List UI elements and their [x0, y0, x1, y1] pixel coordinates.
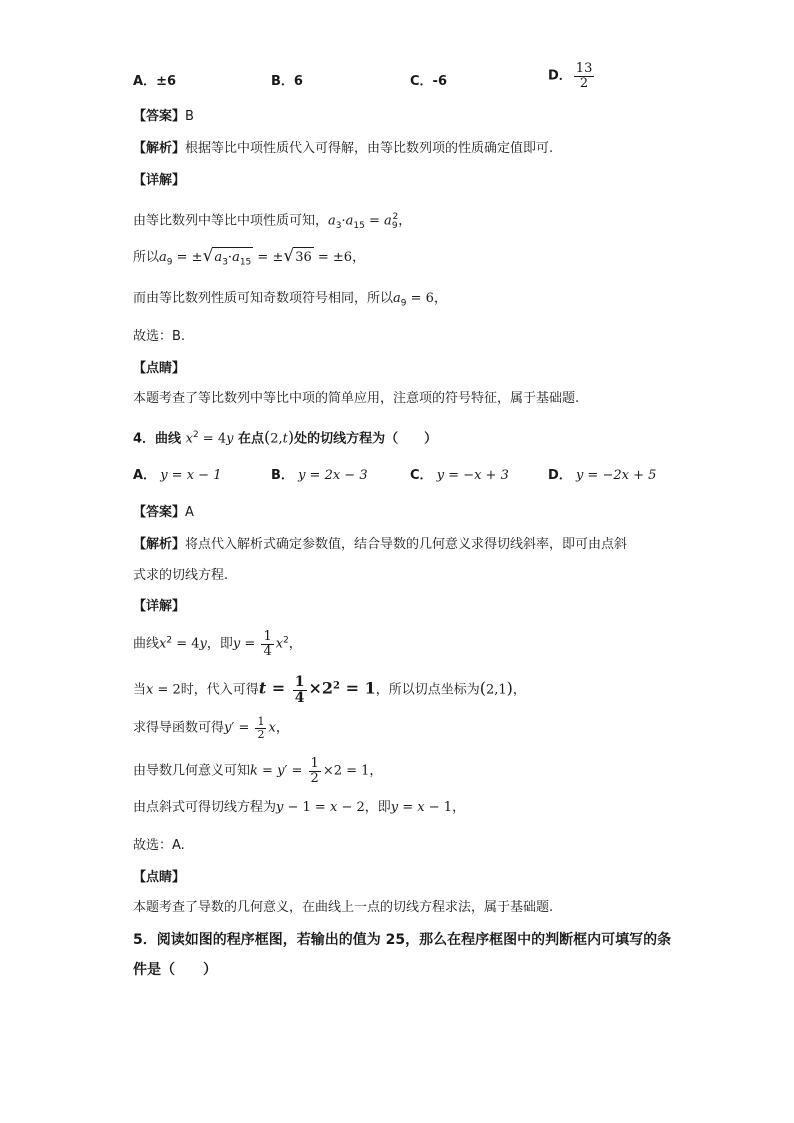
q4-answer: 【答案】A — [133, 505, 194, 520]
q5-stem-line-1: 5．阅读如图的程序框图，若输出的值为 25，那么在程序框图中的判断框内可填写的条 — [133, 932, 672, 948]
q4-analysis-1: 【解析】将点代入解析式确定参数值，结合导数的几何意义求得切线斜率，即可由点斜 — [133, 537, 628, 552]
q3-detail-line-1: 由等比数列中等比中项性质可知，$a_3\cdot a_{15} = a_9^2$， — [133, 212, 412, 231]
fraction: $\frac{13}{2}$ — [575, 61, 593, 91]
q3-comment-tag: 【点睛】 — [133, 361, 186, 376]
q5-stem-line-2: 件是（ ） — [133, 962, 217, 978]
q3-detail-line-3: 而由等比数列性质可知奇数项符号相同，所以$a_9 = 6$， — [133, 291, 447, 309]
q3-option-c: C．-6 — [410, 74, 447, 89]
q4-option-b: B． y = 2x − 3 — [271, 468, 368, 483]
q3-answer: 【答案】B — [133, 109, 194, 124]
q4-detail-line-3: 求得导函数可得y′ = $\frac{1}{2}$ x， — [133, 715, 289, 741]
q4-choose: 故选：A. — [133, 838, 185, 853]
q4-option-d: D． y = −2x + 5 — [548, 468, 657, 483]
q4-option-c: C． y = −x + 3 — [410, 468, 509, 483]
q4-detail-line-2: 当x = 2时，代入可得t = $\frac{1}{4}$ $\times 2^2 = 1$，所以切点坐标为(2,1)， — [133, 674, 526, 706]
q4-comment-tag: 【点睛】 — [133, 870, 186, 885]
q4-detail-line-4: 由导数几何意义可知k = y′ = $\frac{1}{2}$ ×2 = 1， — [133, 756, 383, 786]
q3-analysis: 【解析】根据等比中项性质代入可得解，由等比数列项的性质确定值即可. — [133, 141, 554, 156]
q4-option-a: A． y = x − 1 — [133, 468, 222, 483]
q4-detail-line-5: 由点斜式可得切线方程为y − 1 = x − 2，即y = x − 1， — [133, 800, 466, 815]
q3-comment: 本题考查了等比数列中等比中项的简单应用，注意项的符号特征，属于基础题. — [133, 391, 580, 406]
q3-choose: 故选：B. — [133, 329, 186, 344]
q3-detail-tag: 【详解】 — [133, 173, 186, 188]
q3-option-d: D． $\frac{13}{2}$ — [548, 61, 593, 91]
q4-stem: 4．曲线 $x^2 = 4y$ 在点(2,t)处的切线方程为（ ） — [133, 427, 438, 447]
q4-detail-line-1: 曲线$x^2 = 4y$，即y = $\frac{1}{4}$ $x^2$， — [133, 629, 302, 659]
q3-detail-line-2: 所以$a_9 = \pm√a_3\cdot a_{15} = \pm√36 = \pm 6$， — [133, 246, 365, 273]
q4-comment: 本题考查了导数的几何意义，在曲线上一点的切线方程求法，属于基础题. — [133, 900, 554, 915]
q3-option-a: A．±6 — [133, 74, 177, 89]
q4-analysis-2: 式求的切线方程. — [133, 568, 229, 583]
q4-detail-tag: 【详解】 — [133, 599, 186, 614]
q3-option-b: B．6 — [271, 74, 303, 89]
